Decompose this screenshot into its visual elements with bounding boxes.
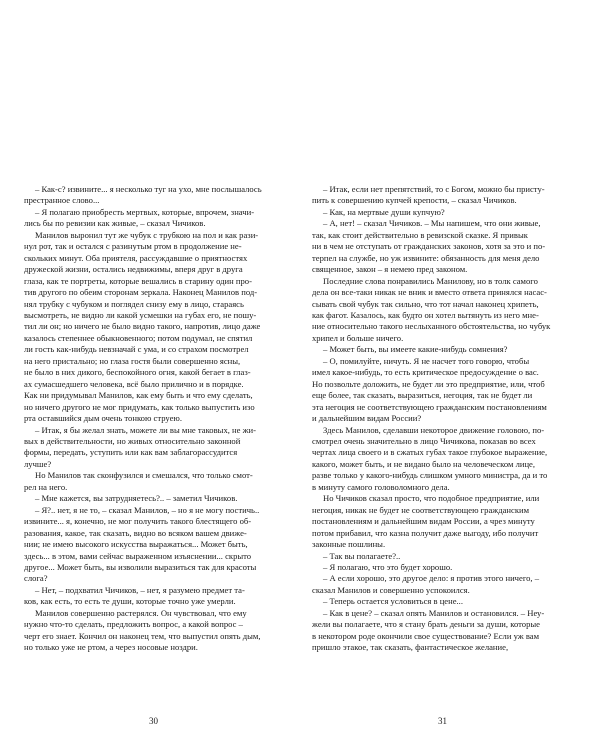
text-line: формы, передать, уступить или как вам заблагорассудится [24,447,238,458]
text-line: здесь... в этом, вами сейчас выраженном изъяснении... скрыто [24,550,252,561]
text-line: высмотреть, не видно ли какой усмешки на губах его, не пошу- [24,309,257,320]
text-line: пить к совершению купчей крепости, – сказал Чичиков. [312,195,517,206]
text-line: но ничего другого не мог придумать, как только выпустить изо [24,401,255,412]
text-line: как фагот. Казалось, как будто он хотел вытянуть из него мне- [312,309,539,320]
text-line: Здесь Манилов, сделавши некоторое движение головою, по- [323,424,545,435]
text-line: терпел на службе, но уж извините: обязанность для меня дело [312,252,540,263]
text-line: Но Манилов так сконфузился и смешался, что только смот- [35,470,253,481]
text-line: разве только у какого-нибудь слишком умного министра, да и то [312,470,548,481]
text-line: слога? [24,573,48,584]
text-line: – А если хорошо, это другое дело: я против этого ничего, – [323,573,540,584]
right-page-text [312,184,578,654]
text-line: нии; не имею высокого искусства выражаться... Может быть, [24,539,248,550]
text-line: разования, какое, так сказать, видно во всяком вашем движе- [24,527,247,538]
text-line: Но Чичиков сказал просто, что подобное предприятие, или [323,493,540,504]
text-line: так, как стоит действительно в ревизской сказке. Я привык [312,229,528,240]
left-page-text [24,184,290,654]
text-line: вых в действительности, но живых относительно законной [24,435,241,446]
text-line: Манилов совершенно растерялся. Он чувствовал, что ему [35,607,247,618]
text-line: смотрел очень значительно в лицо Чичикова, показав во всех [312,435,536,446]
text-line: глаза, как те портреты, которые вешались в старину один про- [24,275,252,286]
text-line: нужно что-то сделать, предложить вопрос, а какой вопрос – [24,619,243,630]
text-line: – Я?.. нет, я не то, – сказал Манилов, – но я не могу постичь.. [35,504,260,515]
text-line: сказал Манилов и совершенно успокоился. [312,584,470,595]
text-line: дружеской жизни, остались недвижимы, вперя друг в друга [24,264,243,275]
text-line: – Я полагаю, что это будет хорошо. [323,561,453,572]
text-line: – Теперь остается условиться в цене... [323,596,463,607]
text-line: Как ни придумывал Манилов, как ему быть и что ему сделать, [24,390,253,401]
text-line: ах сумасшедшего человека, всё было прилично и в порядке. [24,378,244,389]
text-line: потом прибавил, что казна получит даже выгоду, ибо получит [312,527,539,538]
text-line: какого, может быть, и не видано было на человеческом лице, [312,458,536,469]
text-line: на него пристально; но глаза гостя были совершенно ясны, [24,355,241,366]
text-line: не было в них дикого, беспокойного огня, какой бегает в глаз- [24,367,251,378]
text-line: ни в чем не отступать от гражданских законов, хотя за это и по- [312,241,546,252]
text-line: в некотором роде окончили свое существование? Если уж вам [312,630,540,641]
text-line: хрипел и больше ничего. [312,332,404,343]
text-line: – Так вы полагаете?.. [323,550,401,561]
text-line: негоция, никак не будет не соответствующею гражданским [312,504,530,515]
text-line: – А, нет! – сказал Чичиков. – Мы напишем, что они живые, [323,218,541,229]
text-line: рел на него. [24,481,68,492]
text-line: казалось степеннее обыкновенного; потом подумал, не спятил [24,332,253,343]
text-line: – Итак, я бы желал знать, можете ли вы мне таковых, не жи- [35,424,256,435]
text-line: чертах лица своего и в сжатых губах такое глубокое выражение, [312,447,548,458]
text-line: лись бы по ревизии как живые, – сказал Чичиков. [24,218,206,229]
text-line: законные пошлины. [312,539,386,550]
text-line: в минуту самого головоломного дела. [312,481,450,492]
text-line: Манилов выронил тут же чубук с трубкою на пол и как рази- [35,229,259,240]
text-line: пришло этакое, так сказать, фантастическое желание, [312,642,509,653]
text-line: жели вы полагаете, что я стану брать деньги за души, которые [312,619,540,630]
text-line: нул рот, так и остался с разинутым ртом в продолжение не- [24,241,242,252]
text-line: постановлениям и дальнейшим видам России, а чрез минуту [312,516,535,527]
text-line: скольких минут. Оба приятеля, рассуждавшие о приятностях [24,252,248,263]
text-line: – Как, на мертвые души купчую? [323,206,445,217]
text-line: сывать свой чубук так сильно, что тот начал наконец хрипеть, [312,298,539,309]
text-line: – Как в цене? – сказал опять Манилов и остановился. – Неу- [323,607,545,618]
text-line: Последние слова понравились Манилову, но в толк самого [323,275,538,286]
text-line: извините... я, конечно, не мог получить такого блестящего об- [24,516,252,527]
text-line: и дальнейшим видам России? [312,413,422,424]
left-page-number: 30 [149,716,158,726]
text-line: еще более, так сказать, выразиться, негоция, так не будет ли [312,390,533,401]
text-line: рта оставшийся дым очень тонкою струею. [24,413,182,424]
text-line: тил ли он; но ничего не было видно такого, напротив, лицо даже [24,321,261,332]
text-line: другое... Может быть, вы изволили выразиться так для красоты [24,561,257,572]
text-line: дела он все-таки никак не вник и вместо ответа принялся насас- [312,287,547,298]
text-line: лучше? [24,458,52,469]
text-line: престранное слово... [24,195,100,206]
text-line: ние относительно такого неслыханного обстоятельства, но чубук [312,321,551,332]
text-line: черт его знает. Кончил он наконец тем, что выпустил опять дым, [24,630,261,641]
text-line: ков, как есть, то есть те души, которые точно уже умерли. [24,596,236,607]
right-page-number: 31 [438,716,447,726]
text-line: – Мне кажется, вы затрудняетесь?.. – заметил Чичиков. [35,493,238,504]
text-line: – Как-с? извините... я несколько туг на ухо, мне послышалось [35,184,262,194]
text-line: – Я полагаю приобресть мертвых, которые, впрочем, значи- [35,206,255,217]
text-line: имел какое-нибудь, то есть критическое предосуждение о вас. [312,367,539,378]
text-line: – Нет, – подхватил Чичиков, – нет, я разумею предмет та- [35,584,245,595]
text-line: но только уже не ртом, а через носовые ноздри. [24,642,198,653]
text-line: тив другого по обеим сторонам зеркала. Наконец Манилов под- [24,287,258,298]
text-line: Но позвольте доложить, не будет ли это предприятие, или, чтоб [312,378,545,389]
text-line: – Итак, если нет препятствий, то с Богом, можно бы присту- [323,184,545,194]
text-line: – Может быть, вы имеете какие-нибудь сомнения? [323,344,508,355]
text-line: эта негоция не соответствующею гражданским постановлениям [312,401,547,412]
text-line: нял трубку с чубуком и поглядел снизу ему в лицо, стараясь [24,298,244,309]
text-line: священное, закон – я немею пред законом. [312,264,468,275]
text-line: – О, помилуйте, ничуть. Я не насчет того говорю, чтобы [323,355,530,366]
text-line: ли гость как-нибудь невзначай с ума, и со страхом посмотрел [24,344,249,355]
